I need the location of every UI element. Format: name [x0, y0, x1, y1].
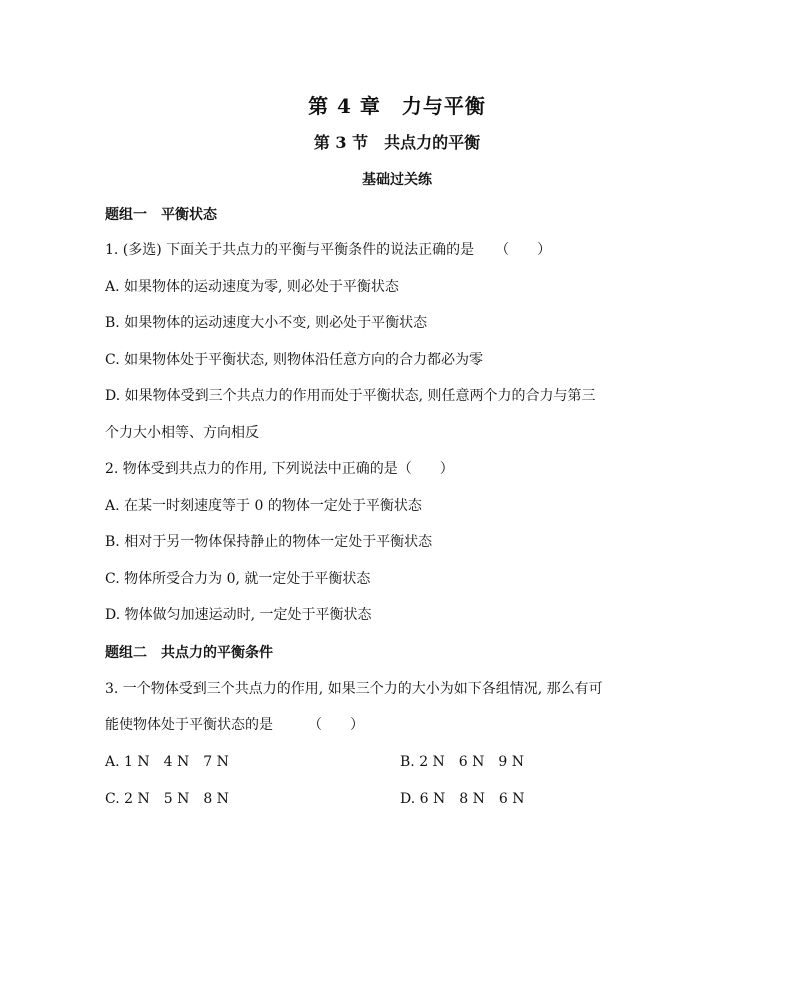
question-2-option-c: C. 物体所受合力为 0, 就一定处于平衡状态: [105, 571, 371, 587]
question-3-stem-line-2: 能使物体处于平衡状态的是 （ ）: [105, 717, 364, 733]
question-3-option-d: D. 6 N 8 N 6 N: [400, 791, 525, 807]
question-2-option-b: B. 相对于另一物体保持静止的物体一定处于平衡状态: [105, 534, 433, 550]
group-title-1: 题组一 平衡状态: [105, 207, 217, 223]
question-3-option-c: C. 2 N 5 N 8 N: [105, 791, 229, 807]
question-3-option-a: A. 1 N 4 N 7 N: [105, 754, 229, 770]
group-title-2: 题组二 共点力的平衡条件: [105, 645, 273, 661]
question-3-stem-line-1: 3. 一个物体受到三个共点力的作用, 如果三个力的大小为如下各组情况, 那么有可: [105, 681, 603, 697]
drill-title: 基础过关练: [362, 172, 432, 188]
section-title: 第 3 节 共点力的平衡: [313, 133, 481, 152]
question-1-option-d: D. 如果物体受到三个共点力的作用而处于平衡状态, 则任意两个力的合力与第三: [105, 388, 596, 404]
chapter-title: 第 4 章 力与平衡: [308, 94, 486, 118]
question-3-option-b: B. 2 N 6 N 9 N: [400, 754, 525, 770]
question-1-option-c: C. 如果物体处于平衡状态, 则物体沿任意方向的合力都必为零: [105, 352, 484, 368]
question-2-option-a: A. 在某一时刻速度等于 0 的物体一定处于平衡状态: [105, 498, 422, 514]
question-1-option-d-continued: 个力大小相等、方向相反: [105, 425, 259, 441]
question-1-option-a: A. 如果物体的运动速度为零, 则必处于平衡状态: [105, 279, 399, 295]
question-1-option-b: B. 如果物体的运动速度大小不变, 则必处于平衡状态: [105, 315, 428, 331]
question-2-option-d: D. 物体做匀加速运动时, 一定处于平衡状态: [105, 607, 372, 623]
question-2-stem: 2. 物体受到共点力的作用, 下列说法中正确的是（ ）: [105, 461, 454, 477]
question-1-stem: 1. (多选) 下面关于共点力的平衡与平衡条件的说法正确的是 （ ）: [105, 242, 552, 258]
